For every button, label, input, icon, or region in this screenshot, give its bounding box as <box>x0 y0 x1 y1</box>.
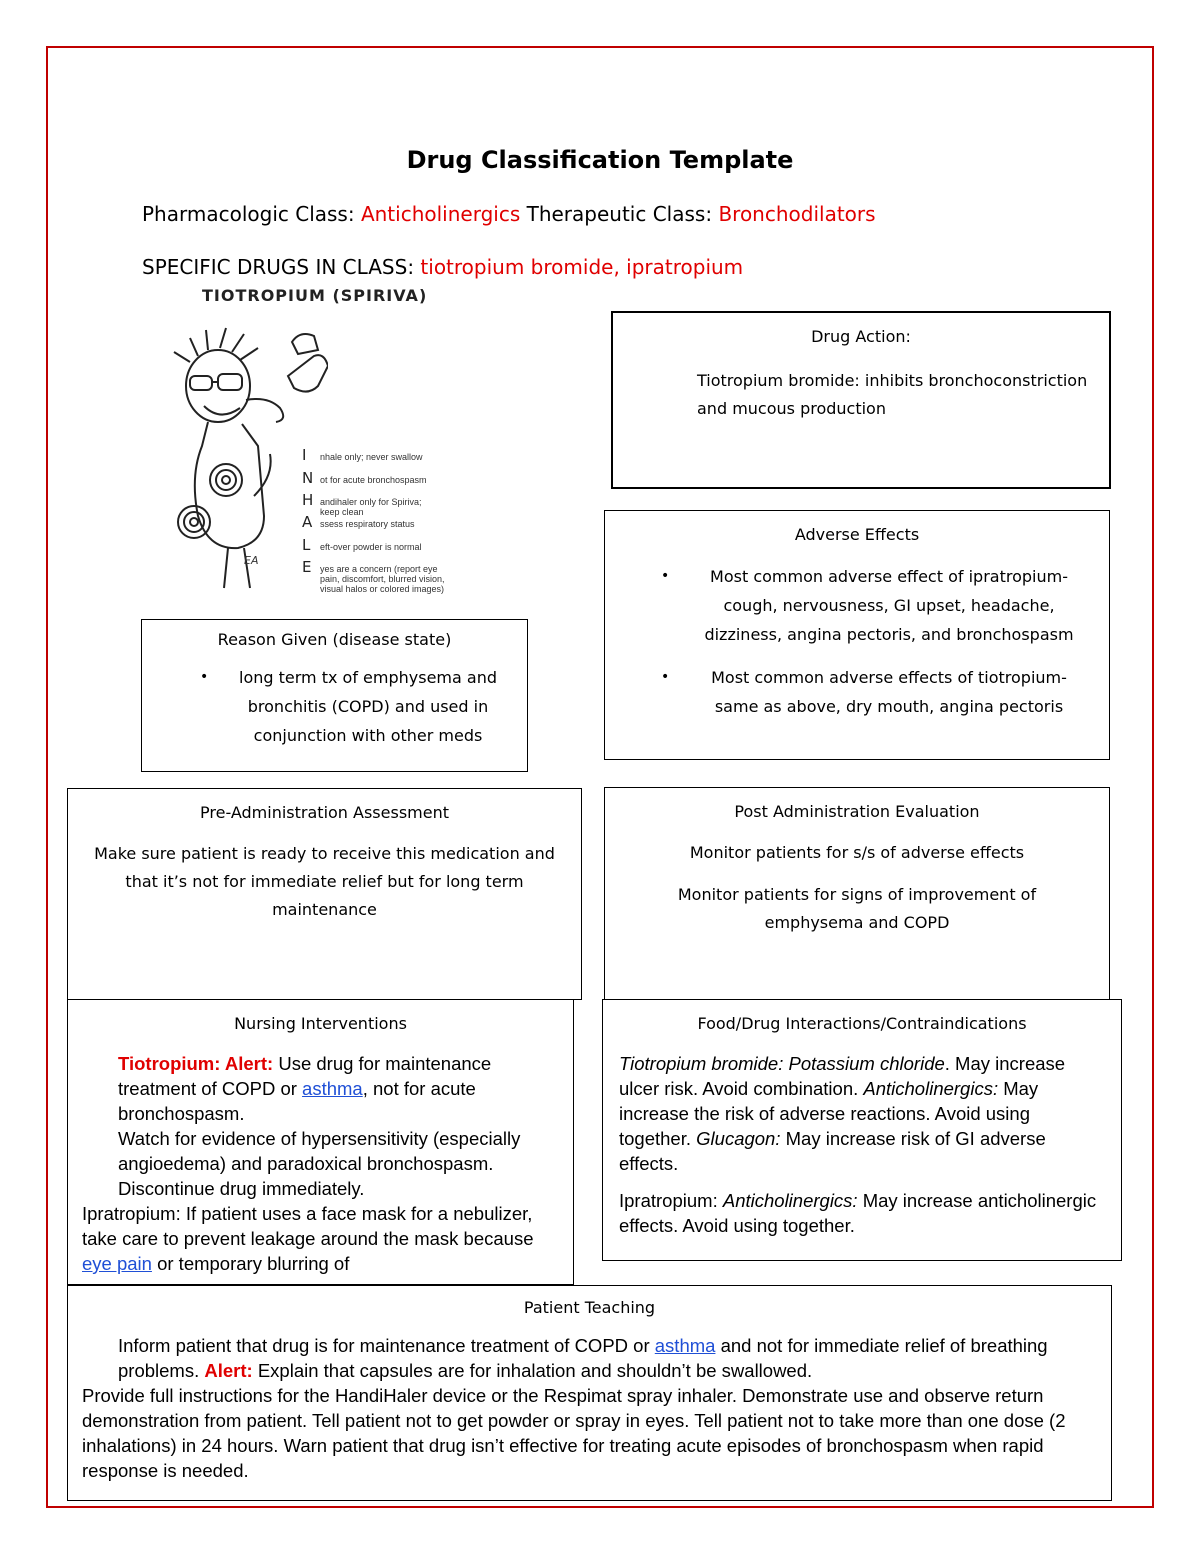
food-text: . May increase ulcer risk. Avoid combination. <box>619 1053 1066 1099</box>
teaching-text: and not for immediate relief of breathing problems. <box>118 1335 1048 1381</box>
illustration-title: TIOTROPIUM (SPIRIVA) <box>202 286 428 305</box>
food-text: May increase anticholinergic effects. Avoid using together. <box>619 1190 1097 1236</box>
page-title: Drug Classification Template <box>406 146 794 174</box>
mnemonic-text: ssess respiratory status <box>320 519 415 529</box>
drug-action-box <box>611 311 1111 489</box>
patient-teaching-box <box>67 1285 1112 1501</box>
ther-class-value: Bronchodilators <box>718 202 876 226</box>
pre-admin-text: Make sure patient is ready to receive this medication and that it’s not for immediate relief but for long term maintenance <box>94 844 555 919</box>
mnemonic-letter: E <box>302 558 312 576</box>
nursing-text: Ipratropium: If patient uses a face mask for a nebulizer, take care to prevent leakage around the mask because <box>82 1203 534 1249</box>
adverse-item-text: Most common adverse effects of tiotropium- same as above, dry mouth, angina pectoris <box>711 668 1067 716</box>
mnemonic-letter: A <box>302 513 313 531</box>
bullet-icon: • <box>200 669 209 685</box>
food-ital: Tiotropium bromide: Potassium chloride <box>619 1053 945 1074</box>
mnemonic-text: eft-over powder is normal <box>320 542 422 552</box>
food-text: May increase risk of GI adverse effects. <box>619 1128 1046 1174</box>
bullet-icon: • <box>661 669 670 685</box>
pre-admin-header: Pre-Administration Assessment <box>200 803 449 822</box>
mnemonic-text: yes are a concern (report eye pain, discomfort, blurred vision, visual halos or colored images) <box>320 564 445 594</box>
list-item <box>661 562 1089 649</box>
illustration-signature: EA <box>244 554 259 567</box>
list-item <box>661 663 1089 721</box>
teaching-text: Inform patient that drug is for maintenance treatment of COPD or <box>118 1335 655 1356</box>
mnemonic-letter: L <box>302 536 311 554</box>
food-drug-para-2 <box>619 1188 1099 1238</box>
reason-item-text: long term tx of emphysema and bronchitis (COPD) and used in conjunction with other meds <box>239 668 497 745</box>
teaching-para-2: Provide full instructions for the HandiHaler device or the Respimat spray inhaler. Demonstrate use and observe return demonstration from patient. Tell patient not to get powder or spray in eyes. Tell patient not to take more than one dose (2 inhalations) in 24 hours. Warn patient that drug isn’t effective for treating acute episodes of bronchospasm when rapid response is needed. <box>82 1385 1066 1481</box>
food-drug-box <box>602 999 1122 1261</box>
nursing-text: , not for acute bronchospasm. <box>118 1078 476 1124</box>
teaching-text: Explain that capsules are for inhalation and shouldn’t be swallowed. <box>252 1360 813 1381</box>
food-drug-para-1 <box>619 1051 1099 1176</box>
spiriva-illustration <box>148 286 514 614</box>
adverse-item-text: Most common adverse effect of ipratropium- cough, nervousness, GI upset, headache, dizziness, angina pectoris, and bronchospasm <box>704 567 1074 644</box>
drug-action-text: Tiotropium bromide: inhibits bronchoconstriction and mucous production <box>697 371 1088 418</box>
pre-admin-box <box>67 788 582 1000</box>
asthma-link[interactable]: asthma <box>302 1078 363 1099</box>
nursing-text: or temporary blurring of <box>151 1253 350 1274</box>
pharm-class-value: Anticholinergics <box>360 202 521 226</box>
specific-drugs-value: tiotropium bromide, ipratropium <box>420 255 744 279</box>
food-ital: Anticholinergics: <box>863 1078 999 1099</box>
food-text: Ipratropium: <box>619 1190 723 1211</box>
food-ital: Glucagon: <box>696 1128 781 1149</box>
mnemonic-letter: N <box>302 469 314 487</box>
post-admin-line2: Monitor patients for signs of improvement of emphysema and COPD <box>677 885 1037 932</box>
food-ital: Anticholinergics: <box>722 1190 858 1211</box>
food-text: May increase the risk of adverse reactions. Avoid using together. <box>619 1078 1039 1149</box>
food-drug-header: Food/Drug Interactions/Contraindications <box>697 1014 1027 1033</box>
nursing-header: Nursing Interventions <box>234 1014 407 1033</box>
mnemonic-text: nhale only; never swallow <box>320 452 423 462</box>
list-item <box>200 663 508 750</box>
post-admin-line1: Monitor patients for s/s of adverse effects <box>689 843 1025 862</box>
post-admin-header: Post Administration Evaluation <box>734 802 980 821</box>
asthma-link[interactable]: asthma <box>654 1335 716 1356</box>
nursing-interventions-box <box>67 999 574 1285</box>
bullet-icon: • <box>661 568 670 584</box>
mnemonic-letter: I <box>302 446 307 464</box>
alert-label: Tiotropium: Alert: <box>118 1053 274 1074</box>
teaching-para-1 <box>118 1333 1081 1383</box>
specific-drugs-line <box>142 255 743 279</box>
ther-class-label: Therapeutic Class: <box>526 202 713 226</box>
mnemonic-text: ot for acute bronchospasm <box>320 475 427 485</box>
post-admin-box <box>604 787 1110 1001</box>
class-line <box>142 202 876 226</box>
nursing-text: Use drug for maintenance treatment of COPD or <box>118 1053 492 1099</box>
reason-given-header: Reason Given (disease state) <box>217 630 452 649</box>
adverse-effects-header: Adverse Effects <box>794 525 920 544</box>
reason-given-box <box>141 619 528 772</box>
patient-teaching-header: Patient Teaching <box>523 1298 656 1317</box>
mnemonic-text: andihaler only for Spiriva; keep clean <box>320 497 422 517</box>
nursing-para-2: Watch for evidence of hypersensitivity (especially angioedema) and paradoxical bronchospasm. Discontinue drug immediately. <box>118 1128 521 1199</box>
specific-drugs-label: SPECIFIC DRUGS IN CLASS: <box>142 255 415 279</box>
mnemonic-letter: H <box>302 491 314 509</box>
drug-action-header: Drug Action: <box>811 327 911 346</box>
adverse-effects-box <box>604 510 1110 760</box>
nursing-para-3 <box>82 1201 543 1276</box>
nursing-para-1 <box>118 1051 543 1126</box>
alert-label: Alert: <box>204 1360 253 1381</box>
eye-pain-link[interactable]: eye pain <box>82 1253 152 1274</box>
pharm-class-label: Pharmacologic Class: <box>142 202 355 226</box>
